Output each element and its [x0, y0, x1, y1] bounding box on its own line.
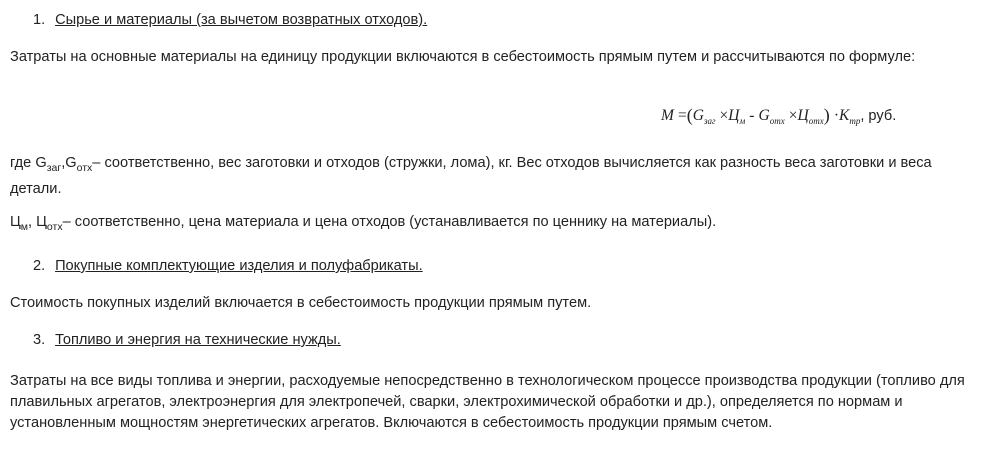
formula-g2-sub: отх: [769, 116, 785, 126]
section-title: Покупные комплектующие изделия и полуфабрикаты.: [55, 258, 423, 274]
section-heading-3: [33, 330, 341, 350]
p3-rest: – соответственно, цена материала и цена отходов (устанавливается по ценнику на материалы).: [62, 214, 717, 230]
p2-sub-otx: отх: [76, 162, 93, 174]
p2-sub-zag: заг: [46, 162, 62, 174]
formula-c2-sub: отх: [808, 116, 824, 126]
formula-k: K: [838, 107, 850, 124]
paragraph-weights: [10, 153, 975, 200]
paragraph-energy: Затраты на все виды топлива и энергии, расходуемые непосредственно в технологическом процессе производства продукции (топливо для плавильных агрегатов, электроэнергия для электропечей, сварки, электрохимической обработки и др.), определяется по нормам и установленным мощностям энергетических агрегатов. Включаются в себестоимость продукции прямым счетом.: [10, 373, 965, 431]
paragraph-prices: [10, 212, 975, 238]
section-number: 3.: [33, 332, 46, 348]
section-heading-1: [33, 10, 427, 30]
formula-g1: G: [692, 107, 704, 124]
section-title: Топливо и энергия на технические нужды.: [55, 332, 341, 348]
section-number: 1.: [33, 12, 46, 28]
formula-unit: , руб.: [860, 108, 897, 124]
p3-lead-2: , Ц: [28, 214, 47, 230]
p3-sub-m: м: [20, 221, 29, 233]
p2-rest: – соответственно, вес заготовки и отходов (стружки, лома), кг. Вес отходов вычисляется как разность веса заготовки и веса детали.: [10, 155, 932, 197]
formula-k-sub: тр: [849, 116, 861, 126]
p3-sub-otx: отх: [46, 221, 63, 233]
p3-lead-1: Ц: [10, 214, 21, 230]
materials-cost-formula: [661, 104, 896, 132]
formula-times-1: ×: [719, 107, 729, 124]
formula-c1: Ц: [728, 107, 740, 124]
formula-close-paren: ): [823, 105, 830, 125]
formula-lhs: M: [661, 107, 674, 124]
paragraph-purchased: Стоимость покупных изделий включается в себестоимость продукции прямым путем.: [10, 295, 592, 311]
formula-c1-sub: м: [739, 116, 746, 126]
paragraph-materials-intro: Затраты на основные материалы на единицу продукции включаются в себестоимость прямым путем и рассчитываются по формуле:: [10, 49, 916, 65]
formula-times-2: ×: [788, 107, 798, 124]
formula-g1-sub: заг: [703, 116, 716, 126]
section-heading-2: [33, 256, 423, 276]
formula-equals: =: [677, 107, 687, 124]
formula-open-paren: (: [686, 105, 693, 125]
section-title: Сырье и материалы (за вычетом возвратных отходов).: [55, 12, 428, 28]
formula-dot: ·: [833, 107, 839, 124]
section-number: 2.: [33, 258, 46, 274]
p2-lead: где G: [10, 155, 47, 171]
formula-minus: -: [749, 107, 755, 124]
p2-comma: ,G: [61, 155, 77, 171]
formula-g2: G: [758, 107, 770, 124]
formula-c2: Ц: [797, 107, 809, 124]
